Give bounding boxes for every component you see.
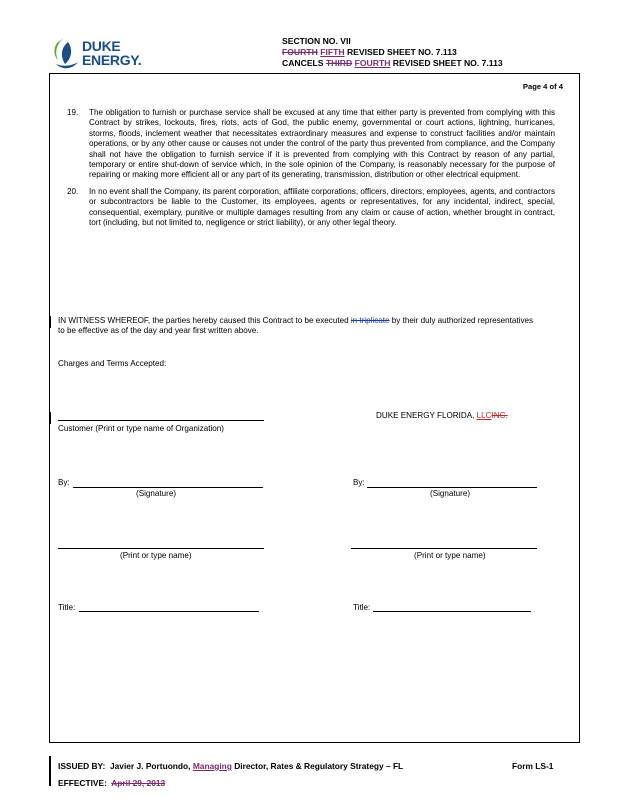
charges-accepted-label: Charges and Terms Accepted: <box>58 359 167 368</box>
form-number: Form LS-1 <box>512 761 554 771</box>
customer-printed-name-label: (Print or type name) <box>120 551 192 560</box>
change-bar <box>49 316 51 328</box>
contract-page-frame <box>49 73 580 743</box>
customer-by-label: By: <box>58 478 70 487</box>
company-deleted-suffix: INC. <box>491 411 508 420</box>
company-title-line[interactable] <box>373 611 531 612</box>
issued-by-line <box>58 761 403 771</box>
witness-deleted-text: in triplicate <box>350 316 390 325</box>
cancels-sheet-text: REVISED SHEET NO. 7.113 <box>392 58 503 68</box>
witness-text-after: by their duly authorized representatives to be effective as of the day and year first written above. <box>58 316 534 336</box>
customer-signature-line[interactable] <box>73 487 263 488</box>
customer-signature-label: (Signature) <box>136 489 177 498</box>
company-name <box>376 411 508 420</box>
clause-text: The obligation to furnish or purchase service shall be excused at any time that either party is prevented from complying with this Contract by strikes, lockouts, fires, riots, acts of God, the public enemy, governmental or court actions, lightning, hurricanes, storms, floods, inclement weather that necessitates extraordinary measures and expense to construct facilities and/or maintain operations, or by any other cause or causes not under the control of the party thus prevented from compliance, and the Company shall not have the obligation to furnish service if it is prevented from complying with this Contract by reason of any partial, temporary or entire shut-down of service which, in the sole opinion of the Company, is reasonably necessary for the purpose of repairing or making more efficient all or any part of its generating, transmission, distribution or other electrical equipment. <box>89 108 555 180</box>
clause-19 <box>65 108 555 181</box>
witness-text-before: IN WITNESS WHEREOF, the parties hereby caused this Contract to be executed <box>58 316 349 325</box>
issued-by-label: ISSUED BY: <box>58 761 106 771</box>
page-number: Page 4 of 4 <box>522 82 563 91</box>
inserted-revision: FIFTH <box>320 47 345 57</box>
customer-title-line[interactable] <box>79 611 259 612</box>
deleted-cancels-revision: THIRD <box>325 58 353 68</box>
issued-by-name: Javier J. Portuondo, <box>109 761 191 771</box>
logo-line-2: ENERGY. <box>82 52 142 68</box>
company-inserted-suffix: LLC <box>476 411 492 420</box>
duke-energy-logo <box>48 34 158 74</box>
customer-title-label: Title: <box>58 603 76 612</box>
company-title-label: Title: <box>353 603 371 612</box>
revised-sheet-text: REVISED SHEET NO. 7.113 <box>346 47 457 57</box>
cancels-prefix: CANCELS <box>282 58 324 68</box>
company-signature-line[interactable] <box>367 487 537 488</box>
cancels-sheet-line <box>282 58 503 69</box>
customer-name-label: Customer (Print or type name of Organization) <box>58 424 224 433</box>
company-printed-name-line[interactable] <box>351 548 537 549</box>
clause-text: In no event shall the Company, its parent corporation, affiliate corporations, officers, directors, employees, agents, and contractors or subcontractors be liable to the Customer, its employees, agents or representatives, for any incidental, indirect, special, consequential, exemplary, punitive or multiple damages resulting from any claim or cause of action, whether brought in contract, tort (including, but not limited to, negligence or strict liability), or any other legal theory. <box>89 186 555 228</box>
contract-clauses <box>65 108 555 234</box>
company-by-label: By: <box>353 478 365 487</box>
issued-by-inserted-text: Managing <box>192 761 232 771</box>
change-bar <box>49 412 51 424</box>
clause-number: 19. <box>67 108 79 117</box>
duke-energy-flame-icon <box>48 34 82 74</box>
company-signature-label: (Signature) <box>430 489 471 498</box>
company-name-text: DUKE ENERGY FLORIDA, <box>376 411 477 420</box>
section-number: SECTION NO. VII <box>282 36 351 46</box>
company-printed-name-label: (Print or type name) <box>414 551 486 560</box>
witness-statement <box>58 316 541 337</box>
clause-number: 20. <box>67 186 79 196</box>
logo-line-1: DUKE <box>82 38 121 54</box>
change-bar <box>49 756 51 786</box>
logo-wordmark <box>82 39 141 67</box>
effective-label: EFFECTIVE: <box>58 778 107 788</box>
clause-20 <box>65 187 555 229</box>
customer-printed-name-line[interactable] <box>58 548 264 549</box>
sheet-header <box>282 36 503 69</box>
effective-deleted-date: April 29, 2013 <box>111 778 166 788</box>
issued-by-title: Director, Rates & Regulatory Strategy – FL <box>234 761 404 771</box>
deleted-revision: FOURTH <box>282 47 318 57</box>
inserted-cancels-revision: FOURTH <box>354 58 391 68</box>
revised-sheet-line <box>282 47 503 58</box>
effective-line <box>58 778 165 788</box>
customer-name-line[interactable] <box>58 420 264 421</box>
